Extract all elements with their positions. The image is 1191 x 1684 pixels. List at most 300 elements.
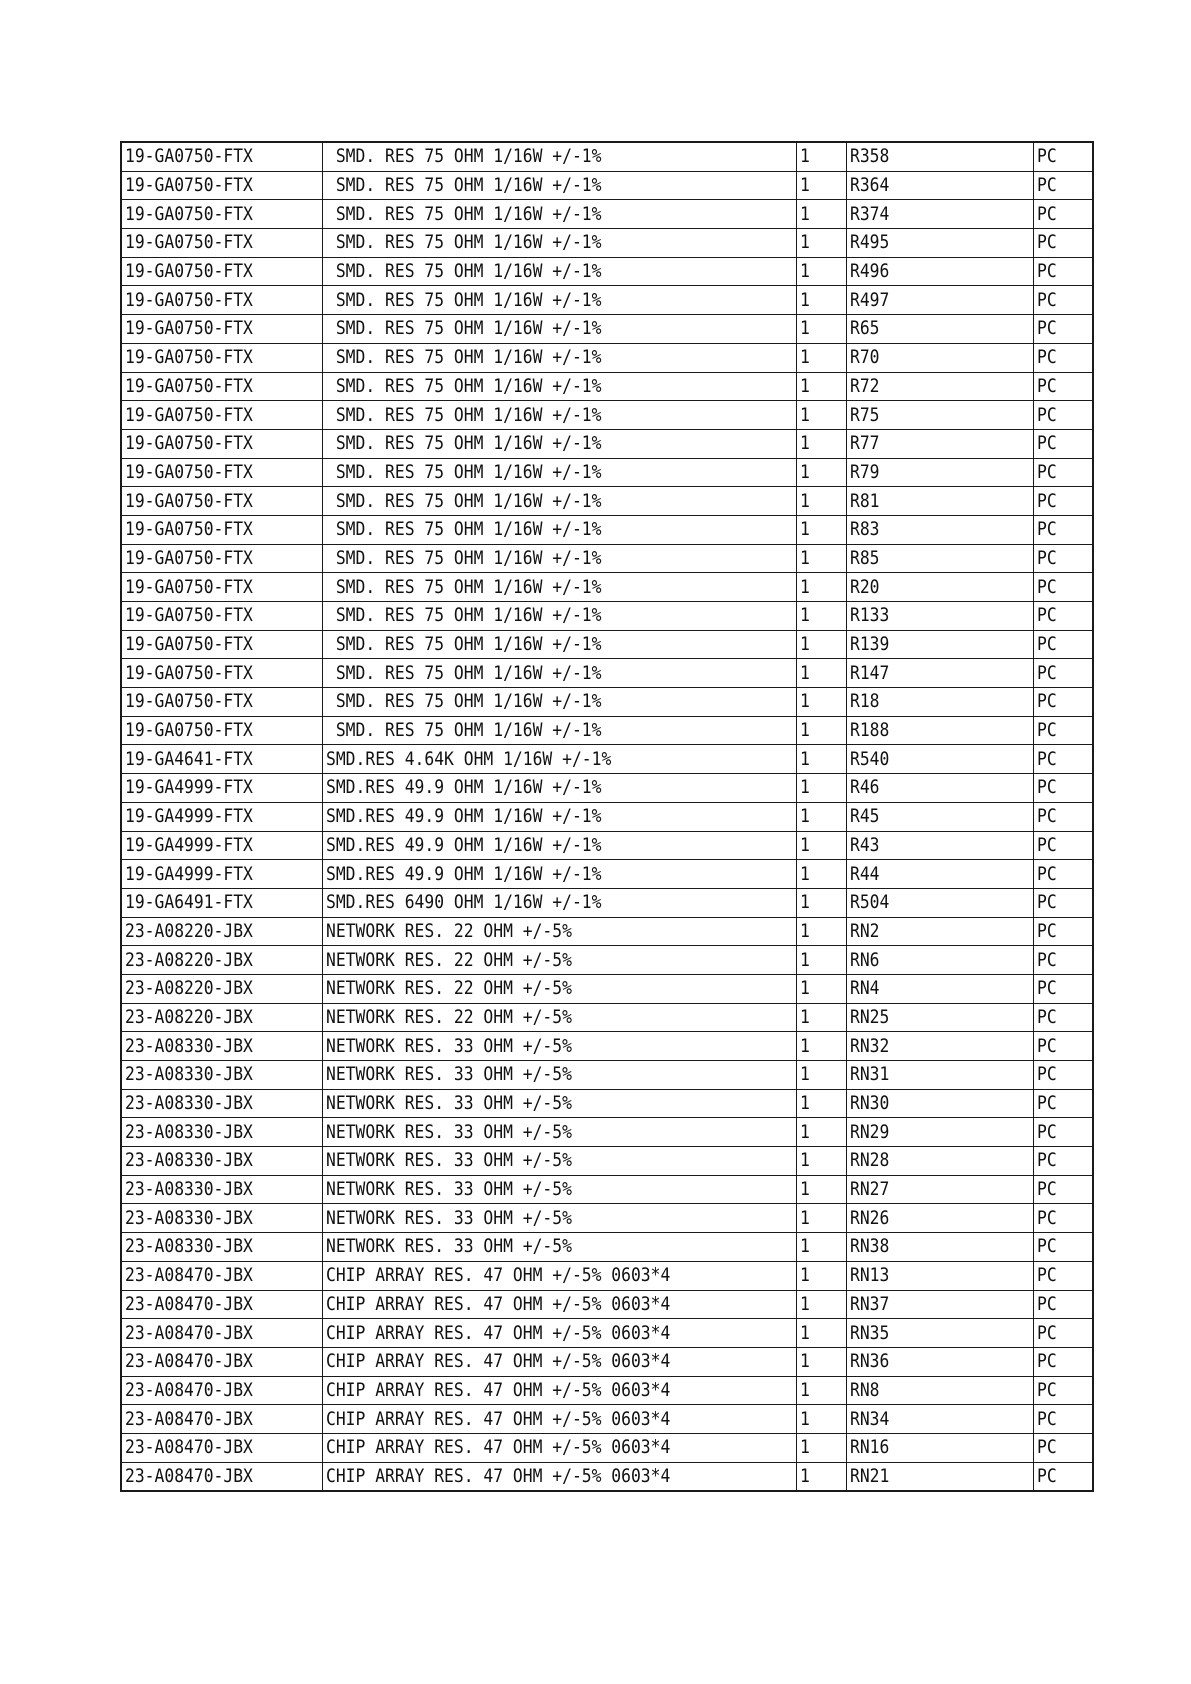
reference-designator-cell xyxy=(846,659,1033,688)
unit-cell xyxy=(1033,974,1093,1003)
description-cell xyxy=(322,888,796,917)
part-number-cell-text: 19-GA0750-FTX xyxy=(125,260,253,283)
description-cell-text: SMD. RES 75 OHM 1/16W +/-1% xyxy=(325,518,601,541)
unit-cell-text: PC xyxy=(1036,633,1057,656)
description-cell-text: SMD. RES 75 OHM 1/16W +/-1% xyxy=(325,604,601,627)
unit-cell-text: PC xyxy=(1036,1178,1057,1201)
part-number-cell-text: 19-GA0750-FTX xyxy=(125,346,253,369)
unit-cell xyxy=(1033,544,1093,573)
reference-designator-cell xyxy=(846,1204,1033,1233)
description-cell xyxy=(322,831,796,860)
reference-designator-cell-text: R72 xyxy=(849,374,880,397)
part-number-cell xyxy=(121,974,322,1003)
reference-designator-cell-text: R497 xyxy=(849,288,889,311)
part-number-cell xyxy=(121,745,322,774)
reference-designator-cell-text: R188 xyxy=(849,719,889,742)
reference-designator-cell xyxy=(846,515,1033,544)
reference-designator-cell xyxy=(846,1261,1033,1290)
reference-designator-cell xyxy=(846,1089,1033,1118)
description-cell-text: CHIP ARRAY RES. 47 OHM +/-5% 0603*4 xyxy=(325,1321,670,1344)
quantity-cell-text: 1 xyxy=(799,231,810,254)
reference-designator-cell xyxy=(846,831,1033,860)
unit-cell xyxy=(1033,802,1093,831)
reference-designator-cell-text: RN32 xyxy=(849,1034,889,1057)
description-cell xyxy=(322,229,796,258)
part-number-cell xyxy=(121,229,322,258)
description-cell-text: SMD. RES 75 OHM 1/16W +/-1% xyxy=(325,260,601,283)
description-cell xyxy=(322,1376,796,1405)
part-number-cell-text: 19-GA0750-FTX xyxy=(125,489,253,512)
quantity-cell xyxy=(796,946,846,975)
table-row xyxy=(121,200,1093,229)
unit-cell-text: PC xyxy=(1036,1149,1057,1172)
description-cell-text: SMD. RES 75 OHM 1/16W +/-1% xyxy=(325,174,601,197)
description-cell xyxy=(322,745,796,774)
description-cell-text: CHIP ARRAY RES. 47 OHM +/-5% 0603*4 xyxy=(325,1350,670,1373)
part-number-cell-text: 19-GA0750-FTX xyxy=(125,604,253,627)
reference-designator-cell-text: RN21 xyxy=(849,1464,889,1487)
description-cell xyxy=(322,171,796,200)
unit-cell xyxy=(1033,1204,1093,1233)
quantity-cell xyxy=(796,602,846,631)
unit-cell-text: PC xyxy=(1036,776,1057,799)
quantity-cell-text: 1 xyxy=(799,317,810,340)
quantity-cell-text: 1 xyxy=(799,145,810,168)
part-number-cell-text: 23-A08470-JBX xyxy=(125,1407,253,1430)
part-number-cell xyxy=(121,372,322,401)
description-cell-text: CHIP ARRAY RES. 47 OHM +/-5% 0603*4 xyxy=(325,1407,670,1430)
reference-designator-cell xyxy=(846,343,1033,372)
reference-designator-cell-text: R79 xyxy=(849,460,880,483)
quantity-cell-text: 1 xyxy=(799,432,810,455)
reference-designator-cell-text: R540 xyxy=(849,747,889,770)
reference-designator-cell xyxy=(846,917,1033,946)
unit-cell xyxy=(1033,1118,1093,1147)
part-number-cell-text: 19-GA0750-FTX xyxy=(125,317,253,340)
quantity-cell xyxy=(796,544,846,573)
quantity-cell-text: 1 xyxy=(799,174,810,197)
description-cell-text: NETWORK RES. 33 OHM +/-5% xyxy=(325,1178,572,1201)
part-number-cell-text: 23-A08470-JBX xyxy=(125,1321,253,1344)
unit-cell-text: PC xyxy=(1036,833,1057,856)
part-number-cell-text: 23-A08220-JBX xyxy=(125,977,253,1000)
unit-cell xyxy=(1033,688,1093,717)
unit-cell-text: PC xyxy=(1036,1092,1057,1115)
unit-cell xyxy=(1033,573,1093,602)
unit-cell-text: PC xyxy=(1036,1063,1057,1086)
part-number-cell xyxy=(121,1261,322,1290)
quantity-cell xyxy=(796,1433,846,1462)
reference-designator-cell-text: RN13 xyxy=(849,1264,889,1287)
part-number-cell-text: 19-GA0750-FTX xyxy=(125,518,253,541)
description-cell xyxy=(322,1003,796,1032)
part-number-cell xyxy=(121,286,322,315)
description-cell-text: NETWORK RES. 33 OHM +/-5% xyxy=(325,1034,572,1057)
unit-cell xyxy=(1033,1261,1093,1290)
quantity-cell-text: 1 xyxy=(799,1464,810,1487)
part-number-cell xyxy=(121,888,322,917)
quantity-cell xyxy=(796,1118,846,1147)
unit-cell xyxy=(1033,1347,1093,1376)
part-number-cell-text: 19-GA4999-FTX xyxy=(125,776,253,799)
part-number-cell-text: 19-GA0750-FTX xyxy=(125,690,253,713)
part-number-cell-text: 23-A08330-JBX xyxy=(125,1120,253,1143)
part-number-cell-text: 19-GA4641-FTX xyxy=(125,747,253,770)
reference-designator-cell xyxy=(846,429,1033,458)
reference-designator-cell xyxy=(846,602,1033,631)
description-cell-text: CHIP ARRAY RES. 47 OHM +/-5% 0603*4 xyxy=(325,1264,670,1287)
reference-designator-cell xyxy=(846,1347,1033,1376)
quantity-cell-text: 1 xyxy=(799,1436,810,1459)
table-row xyxy=(121,802,1093,831)
part-number-cell-text: 19-GA0750-FTX xyxy=(125,719,253,742)
unit-cell xyxy=(1033,1147,1093,1176)
description-cell xyxy=(322,142,796,171)
unit-cell-text: PC xyxy=(1036,288,1057,311)
quantity-cell-text: 1 xyxy=(799,1178,810,1201)
unit-cell xyxy=(1033,1462,1093,1491)
description-cell-text: NETWORK RES. 33 OHM +/-5% xyxy=(325,1206,572,1229)
unit-cell-text: PC xyxy=(1036,690,1057,713)
quantity-cell xyxy=(796,229,846,258)
table-row xyxy=(121,745,1093,774)
reference-designator-cell xyxy=(846,573,1033,602)
quantity-cell-text: 1 xyxy=(799,776,810,799)
part-number-cell xyxy=(121,659,322,688)
description-cell xyxy=(322,1319,796,1348)
reference-designator-cell-text: RN35 xyxy=(849,1321,889,1344)
unit-cell xyxy=(1033,1405,1093,1434)
part-number-cell xyxy=(121,1032,322,1061)
table-row xyxy=(121,831,1093,860)
part-number-cell-text: 19-GA0750-FTX xyxy=(125,403,253,426)
quantity-cell-text: 1 xyxy=(799,1120,810,1143)
description-cell xyxy=(322,1175,796,1204)
quantity-cell xyxy=(796,1089,846,1118)
reference-designator-cell xyxy=(846,630,1033,659)
part-number-cell xyxy=(121,257,322,286)
unit-cell-text: PC xyxy=(1036,403,1057,426)
part-number-cell-text: 23-A08470-JBX xyxy=(125,1292,253,1315)
reference-designator-cell-text: RN34 xyxy=(849,1407,889,1430)
reference-designator-cell xyxy=(846,774,1033,803)
reference-designator-cell xyxy=(846,458,1033,487)
table-row xyxy=(121,1290,1093,1319)
unit-cell-text: PC xyxy=(1036,1407,1057,1430)
part-number-cell xyxy=(121,1290,322,1319)
description-cell xyxy=(322,1204,796,1233)
part-number-cell-text: 19-GA0750-FTX xyxy=(125,174,253,197)
part-number-cell xyxy=(121,1433,322,1462)
unit-cell xyxy=(1033,229,1093,258)
unit-cell-text: PC xyxy=(1036,317,1057,340)
quantity-cell xyxy=(796,659,846,688)
description-cell-text: SMD. RES 75 OHM 1/16W +/-1% xyxy=(325,690,601,713)
description-cell-text: CHIP ARRAY RES. 47 OHM +/-5% 0603*4 xyxy=(325,1378,670,1401)
table-row xyxy=(121,1261,1093,1290)
quantity-cell xyxy=(796,1032,846,1061)
reference-designator-cell-text: R374 xyxy=(849,202,889,225)
part-number-cell-text: 23-A08330-JBX xyxy=(125,1063,253,1086)
quantity-cell xyxy=(796,1347,846,1376)
reference-designator-cell-text: RN31 xyxy=(849,1063,889,1086)
description-cell xyxy=(322,630,796,659)
reference-designator-cell xyxy=(846,487,1033,516)
description-cell-text: SMD. RES 75 OHM 1/16W +/-1% xyxy=(325,633,601,656)
description-cell xyxy=(322,458,796,487)
unit-cell xyxy=(1033,1433,1093,1462)
part-number-cell-text: 19-GA0750-FTX xyxy=(125,231,253,254)
quantity-cell xyxy=(796,917,846,946)
table-row xyxy=(121,544,1093,573)
reference-designator-cell-text: R495 xyxy=(849,231,889,254)
quantity-cell-text: 1 xyxy=(799,1235,810,1258)
quantity-cell-text: 1 xyxy=(799,604,810,627)
part-number-cell-text: 19-GA0750-FTX xyxy=(125,575,253,598)
reference-designator-cell-text: RN2 xyxy=(849,919,880,942)
quantity-cell-text: 1 xyxy=(799,1063,810,1086)
description-cell xyxy=(322,257,796,286)
part-number-cell xyxy=(121,1204,322,1233)
unit-cell xyxy=(1033,171,1093,200)
unit-cell-text: PC xyxy=(1036,747,1057,770)
part-number-cell xyxy=(121,573,322,602)
reference-designator-cell xyxy=(846,1462,1033,1491)
part-number-cell-text: 23-A08330-JBX xyxy=(125,1206,253,1229)
quantity-cell xyxy=(796,1462,846,1491)
part-number-cell-text: 19-GA0750-FTX xyxy=(125,374,253,397)
reference-designator-cell xyxy=(846,229,1033,258)
reference-designator-cell xyxy=(846,1405,1033,1434)
quantity-cell xyxy=(796,171,846,200)
description-cell-text: SMD. RES 75 OHM 1/16W +/-1% xyxy=(325,202,601,225)
description-cell xyxy=(322,544,796,573)
description-cell-text: SMD.RES 4.64K OHM 1/16W +/-1% xyxy=(325,747,611,770)
reference-designator-cell-text: R20 xyxy=(849,575,880,598)
description-cell xyxy=(322,802,796,831)
part-number-cell xyxy=(121,774,322,803)
unit-cell-text: PC xyxy=(1036,260,1057,283)
description-cell xyxy=(322,774,796,803)
quantity-cell-text: 1 xyxy=(799,1264,810,1287)
unit-cell xyxy=(1033,200,1093,229)
description-cell xyxy=(322,401,796,430)
unit-cell-text: PC xyxy=(1036,977,1057,1000)
reference-designator-cell xyxy=(846,372,1033,401)
unit-cell xyxy=(1033,1003,1093,1032)
unit-cell-text: PC xyxy=(1036,489,1057,512)
table-row xyxy=(121,458,1093,487)
part-number-cell xyxy=(121,458,322,487)
part-number-cell xyxy=(121,1118,322,1147)
description-cell-text: SMD.RES 49.9 OHM 1/16W +/-1% xyxy=(325,776,601,799)
reference-designator-cell xyxy=(846,401,1033,430)
quantity-cell-text: 1 xyxy=(799,891,810,914)
table-row xyxy=(121,1405,1093,1434)
quantity-cell-text: 1 xyxy=(799,460,810,483)
reference-designator-cell-text: RN30 xyxy=(849,1092,889,1115)
bom-table xyxy=(120,141,1094,1492)
quantity-cell-text: 1 xyxy=(799,1206,810,1229)
part-number-cell xyxy=(121,343,322,372)
part-number-cell-text: 23-A08330-JBX xyxy=(125,1178,253,1201)
unit-cell xyxy=(1033,630,1093,659)
description-cell-text: SMD. RES 75 OHM 1/16W +/-1% xyxy=(325,719,601,742)
quantity-cell-text: 1 xyxy=(799,919,810,942)
part-number-cell xyxy=(121,1319,322,1348)
description-cell-text: CHIP ARRAY RES. 47 OHM +/-5% 0603*4 xyxy=(325,1292,670,1315)
table-row xyxy=(121,1462,1093,1491)
part-number-cell xyxy=(121,1147,322,1176)
quantity-cell xyxy=(796,515,846,544)
quantity-cell-text: 1 xyxy=(799,633,810,656)
reference-designator-cell xyxy=(846,1233,1033,1262)
table-row xyxy=(121,257,1093,286)
description-cell xyxy=(322,917,796,946)
part-number-cell xyxy=(121,429,322,458)
part-number-cell-text: 23-A08470-JBX xyxy=(125,1436,253,1459)
part-number-cell-text: 19-GA0750-FTX xyxy=(125,633,253,656)
table-row xyxy=(121,142,1093,171)
unit-cell-text: PC xyxy=(1036,1005,1057,1028)
quantity-cell xyxy=(796,1233,846,1262)
reference-designator-cell xyxy=(846,286,1033,315)
part-number-cell-text: 19-GA0750-FTX xyxy=(125,432,253,455)
quantity-cell xyxy=(796,286,846,315)
unit-cell-text: PC xyxy=(1036,231,1057,254)
reference-designator-cell xyxy=(846,860,1033,889)
unit-cell xyxy=(1033,1089,1093,1118)
reference-designator-cell xyxy=(846,171,1033,200)
part-number-cell xyxy=(121,1405,322,1434)
description-cell xyxy=(322,946,796,975)
reference-designator-cell-text: R364 xyxy=(849,174,889,197)
quantity-cell xyxy=(796,1405,846,1434)
description-cell-text: SMD. RES 75 OHM 1/16W +/-1% xyxy=(325,403,601,426)
unit-cell xyxy=(1033,1061,1093,1090)
part-number-cell xyxy=(121,1089,322,1118)
description-cell xyxy=(322,659,796,688)
quantity-cell xyxy=(796,487,846,516)
quantity-cell xyxy=(796,1261,846,1290)
description-cell-text: SMD. RES 75 OHM 1/16W +/-1% xyxy=(325,546,601,569)
description-cell-text: NETWORK RES. 22 OHM +/-5% xyxy=(325,919,572,942)
part-number-cell xyxy=(121,1462,322,1491)
table-row xyxy=(121,171,1093,200)
reference-designator-cell xyxy=(846,1061,1033,1090)
description-cell xyxy=(322,1118,796,1147)
quantity-cell-text: 1 xyxy=(799,202,810,225)
reference-designator-cell-text: R133 xyxy=(849,604,889,627)
unit-cell-text: PC xyxy=(1036,919,1057,942)
unit-cell xyxy=(1033,286,1093,315)
part-number-cell-text: 23-A08470-JBX xyxy=(125,1350,253,1373)
quantity-cell-text: 1 xyxy=(799,489,810,512)
part-number-cell xyxy=(121,860,322,889)
unit-cell-text: PC xyxy=(1036,174,1057,197)
quantity-cell xyxy=(796,716,846,745)
table-row xyxy=(121,946,1093,975)
unit-cell-text: PC xyxy=(1036,575,1057,598)
unit-cell-text: PC xyxy=(1036,891,1057,914)
reference-designator-cell xyxy=(846,1433,1033,1462)
part-number-cell-text: 23-A08470-JBX xyxy=(125,1264,253,1287)
part-number-cell xyxy=(121,315,322,344)
reference-designator-cell-text: R81 xyxy=(849,489,880,512)
quantity-cell xyxy=(796,974,846,1003)
part-number-cell-text: 19-GA0750-FTX xyxy=(125,202,253,225)
quantity-cell-text: 1 xyxy=(799,1378,810,1401)
unit-cell xyxy=(1033,515,1093,544)
unit-cell xyxy=(1033,458,1093,487)
unit-cell xyxy=(1033,401,1093,430)
table-row xyxy=(121,974,1093,1003)
table-row xyxy=(121,774,1093,803)
quantity-cell-text: 1 xyxy=(799,1407,810,1430)
part-number-cell-text: 19-GA0750-FTX xyxy=(125,460,253,483)
part-number-cell-text: 23-A08470-JBX xyxy=(125,1378,253,1401)
description-cell-text: NETWORK RES. 22 OHM +/-5% xyxy=(325,977,572,1000)
unit-cell-text: PC xyxy=(1036,1464,1057,1487)
part-number-cell xyxy=(121,200,322,229)
table-row xyxy=(121,229,1093,258)
unit-cell xyxy=(1033,860,1093,889)
quantity-cell xyxy=(796,372,846,401)
description-cell xyxy=(322,974,796,1003)
quantity-cell-text: 1 xyxy=(799,690,810,713)
description-cell-text: NETWORK RES. 22 OHM +/-5% xyxy=(325,1005,572,1028)
unit-cell-text: PC xyxy=(1036,1264,1057,1287)
quantity-cell xyxy=(796,343,846,372)
description-cell-text: SMD. RES 75 OHM 1/16W +/-1% xyxy=(325,346,601,369)
part-number-cell xyxy=(121,1061,322,1090)
description-cell-text: SMD. RES 75 OHM 1/16W +/-1% xyxy=(325,432,601,455)
reference-designator-cell xyxy=(846,142,1033,171)
part-number-cell xyxy=(121,831,322,860)
quantity-cell xyxy=(796,1147,846,1176)
reference-designator-cell-text: R504 xyxy=(849,891,889,914)
reference-designator-cell xyxy=(846,745,1033,774)
part-number-cell-text: 19-GA0750-FTX xyxy=(125,661,253,684)
part-number-cell xyxy=(121,401,322,430)
unit-cell xyxy=(1033,602,1093,631)
description-cell-text: NETWORK RES. 33 OHM +/-5% xyxy=(325,1120,572,1143)
description-cell xyxy=(322,200,796,229)
description-cell xyxy=(322,688,796,717)
unit-cell xyxy=(1033,1032,1093,1061)
unit-cell-text: PC xyxy=(1036,862,1057,885)
quantity-cell xyxy=(796,860,846,889)
unit-cell-text: PC xyxy=(1036,604,1057,627)
unit-cell xyxy=(1033,142,1093,171)
quantity-cell xyxy=(796,1376,846,1405)
description-cell xyxy=(322,1462,796,1491)
table-row xyxy=(121,1347,1093,1376)
description-cell-text: SMD. RES 75 OHM 1/16W +/-1% xyxy=(325,317,601,340)
description-cell-text: SMD. RES 75 OHM 1/16W +/-1% xyxy=(325,661,601,684)
reference-designator-cell xyxy=(846,1118,1033,1147)
description-cell-text: SMD. RES 75 OHM 1/16W +/-1% xyxy=(325,575,601,598)
part-number-cell xyxy=(121,1175,322,1204)
reference-designator-cell-text: RN27 xyxy=(849,1178,889,1201)
description-cell xyxy=(322,860,796,889)
quantity-cell xyxy=(796,1290,846,1319)
description-cell xyxy=(322,1290,796,1319)
quantity-cell-text: 1 xyxy=(799,977,810,1000)
unit-cell xyxy=(1033,716,1093,745)
reference-designator-cell-text: R18 xyxy=(849,690,880,713)
quantity-cell xyxy=(796,200,846,229)
